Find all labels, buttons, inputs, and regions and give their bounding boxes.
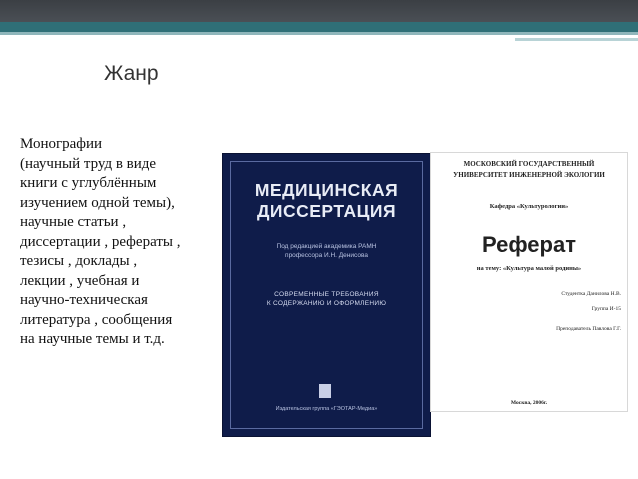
book-title-line: ДИССЕРТАЦИЯ bbox=[256, 201, 397, 221]
report-department: Кафедра «Культурологии» bbox=[489, 203, 569, 210]
body-line: диссертации , рефераты , bbox=[20, 233, 181, 250]
report-student: Студентка Данилова Н.В. bbox=[561, 291, 621, 297]
body-line: Монографии bbox=[20, 136, 103, 152]
body-line: тезисы , доклады , bbox=[20, 253, 138, 269]
report-university-line: МОСКОВСКИЙ ГОСУДАРСТВЕННЫЙ bbox=[463, 160, 595, 168]
header-teal-line bbox=[0, 32, 638, 35]
body-text bbox=[20, 135, 220, 350]
report-group: Группа И-15 bbox=[591, 306, 621, 312]
body-line: научно-техническая bbox=[20, 292, 148, 308]
body-line: на научные темы и т.д. bbox=[20, 331, 165, 347]
report-heading: Реферат bbox=[481, 232, 576, 257]
book-subtitle-line: К СОДЕРЖАНИЮ И ОФОРМЛЕНИЮ bbox=[266, 300, 387, 307]
header-dark-band bbox=[0, 0, 638, 22]
body-line: изучением одной темы), bbox=[20, 194, 175, 211]
header-teal-band bbox=[0, 22, 638, 32]
body-line: научные статьи , bbox=[20, 214, 127, 230]
report-theme: на тему: «Культура малой родины» bbox=[476, 265, 582, 272]
body-line: книги с углублённым bbox=[20, 175, 157, 191]
body-line: лекции , учебная и bbox=[20, 272, 140, 289]
book-subtitle-line: СОВРЕМЕННЫЕ ТРЕБОВАНИЯ bbox=[274, 291, 379, 298]
publisher-logo-icon bbox=[319, 384, 331, 398]
book-editor-line: Под редакцией академика РАМН bbox=[276, 243, 377, 250]
body-line: (научный труд в виде bbox=[20, 155, 157, 172]
body-line: литература , сообщения bbox=[20, 311, 173, 328]
book-publisher: Издательская группа «ГЭОТАР-Медиа» bbox=[275, 406, 378, 412]
book-subtitle bbox=[223, 290, 430, 308]
report-teacher: Преподаватель Павлова Г.Г. bbox=[556, 326, 621, 332]
book-editor-line: профессора И.Н. Денисова bbox=[285, 252, 368, 259]
book-editor bbox=[223, 242, 430, 260]
report-title-page-image bbox=[430, 152, 628, 412]
book-title bbox=[223, 180, 430, 222]
book-cover-image bbox=[223, 154, 430, 436]
report-city-year: Москва, 2006г. bbox=[510, 400, 548, 406]
report-university-line: УНИВЕРСИТЕТ ИНЖЕНЕРНОЙ ЭКОЛОГИИ bbox=[453, 171, 605, 179]
book-title-line: МЕДИЦИНСКАЯ bbox=[254, 180, 399, 200]
report-university bbox=[431, 159, 627, 181]
header-accent-line bbox=[515, 38, 638, 41]
slide-title: Жанр bbox=[104, 62, 159, 85]
